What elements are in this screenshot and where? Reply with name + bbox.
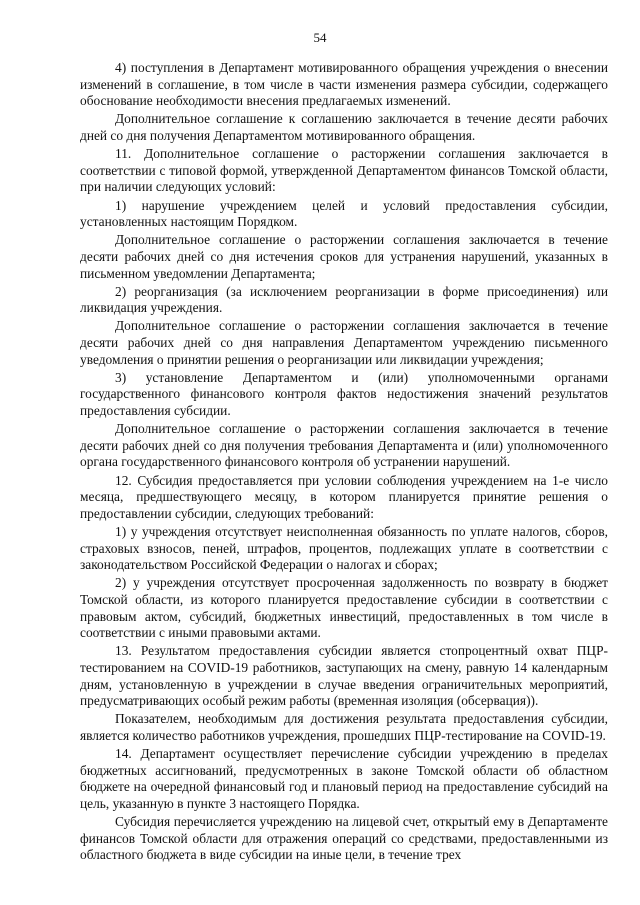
paragraph: Дополнительное соглашение о расторжении соглашения заключается в течение десяти рабочих дней со дня получения требования Департамента и (или) уполномоченного органа государственного финансового контроля об устранении нарушений. — [80, 421, 608, 470]
paragraph: Показателем, необходимым для достижения результата предоставления субсидии, является количество работников учреждения, прошедших ПЦР-тестирование на COVID-19. — [80, 711, 608, 743]
page-number: 54 — [313, 30, 327, 45]
paragraph: 4) поступления в Департамент мотивированного обращения учреждения о внесении изменений в соглашение, в том числе в части изменения размера субсидии, содержащего обоснование необходимости внесения предлагаемых изменений. — [80, 60, 608, 109]
paragraph: 11. Дополнительное соглашение о расторжении соглашения заключается в соответствии с типовой формой, утвержденной Департаментом финансов Томской области, при наличии следующих условий: — [80, 146, 608, 195]
paragraph: 12. Субсидия предоставляется при условии соблюдения учреждением на 1-е число месяца, предшествующего месяцу, в котором планируется принятие решения о предоставлении субсидии, следующих требований: — [80, 472, 608, 521]
paragraph: 3) установление Департаментом и (или) уполномоченными органами государственного финансового контроля фактов недостижения значений результатов предоставления субсидии. — [80, 369, 608, 419]
paragraph: 14. Департамент осуществляет перечисление субсидии учреждению в пределах бюджетных ассигнований, предусмотренных в законе Томской области об областном бюджете на очередной финансовый год и плановый период на предоставление субсидий на цель, указанную в пункте 3 настоящего Порядка. — [80, 746, 608, 811]
paragraph: 1) у учреждения отсутствует неисполненная обязанность по уплате налогов, сборов, страховых взносов, пеней, штрафов, процентов, подлежащих уплате в соответствии с законодательством Российской Федерации о налогах и сборах; — [80, 523, 608, 573]
paragraph: 2) реорганизация (за исключением реорганизации в форме присоединения) или ликвидация учреждения. — [80, 283, 608, 316]
paragraph: 13. Результатом предоставления субсидии является стопроцентный охват ПЦР-тестированием на COVID-19 работников, заступающих на смену, равную 14 календарным дням, установленную в учреждении в случае введения ограничительных мероприятий, предусматривающих особый режим работы (временная изоляция (обсервация)). — [80, 643, 608, 709]
paragraph: 1) нарушение учреждением целей и условий предоставления субсидии, установленных настоящим Порядком. — [80, 197, 608, 230]
paragraph: Дополнительное соглашение к соглашению заключается в течение десяти рабочих дней со дня получения Департаментом мотивированного обращения. — [80, 111, 608, 143]
document-body — [80, 60, 608, 865]
paragraph: Субсидия перечисляется учреждению на лицевой счет, открытый ему в Департаменте финансов Томской области для отражения операций со средствами, предоставленными из областного бюджета в виде субсидии на иные цели, в течение трех — [80, 814, 608, 863]
paragraph: Дополнительное соглашение о расторжении соглашения заключается в течение десяти рабочих дней со дня направления Департаментом учреждению письменного уведомления о принятии решения о реорганизации или ликвидации учреждения; — [80, 318, 608, 367]
paragraph: 2) у учреждения отсутствует просроченная задолженность по возврату в бюджет Томской области, из которого планируется предоставление субсидии в соответствии с правовым актом, субсидий, бюджетных инвестиций, предоставленных в том числе в соответствии с иными правовыми актами. — [80, 575, 608, 641]
paragraph: Дополнительное соглашение о расторжении соглашения заключается в течение десяти рабочих дней со дня истечения сроков для устранения нарушений, указанных в письменном уведомлении Департамента; — [80, 232, 608, 281]
